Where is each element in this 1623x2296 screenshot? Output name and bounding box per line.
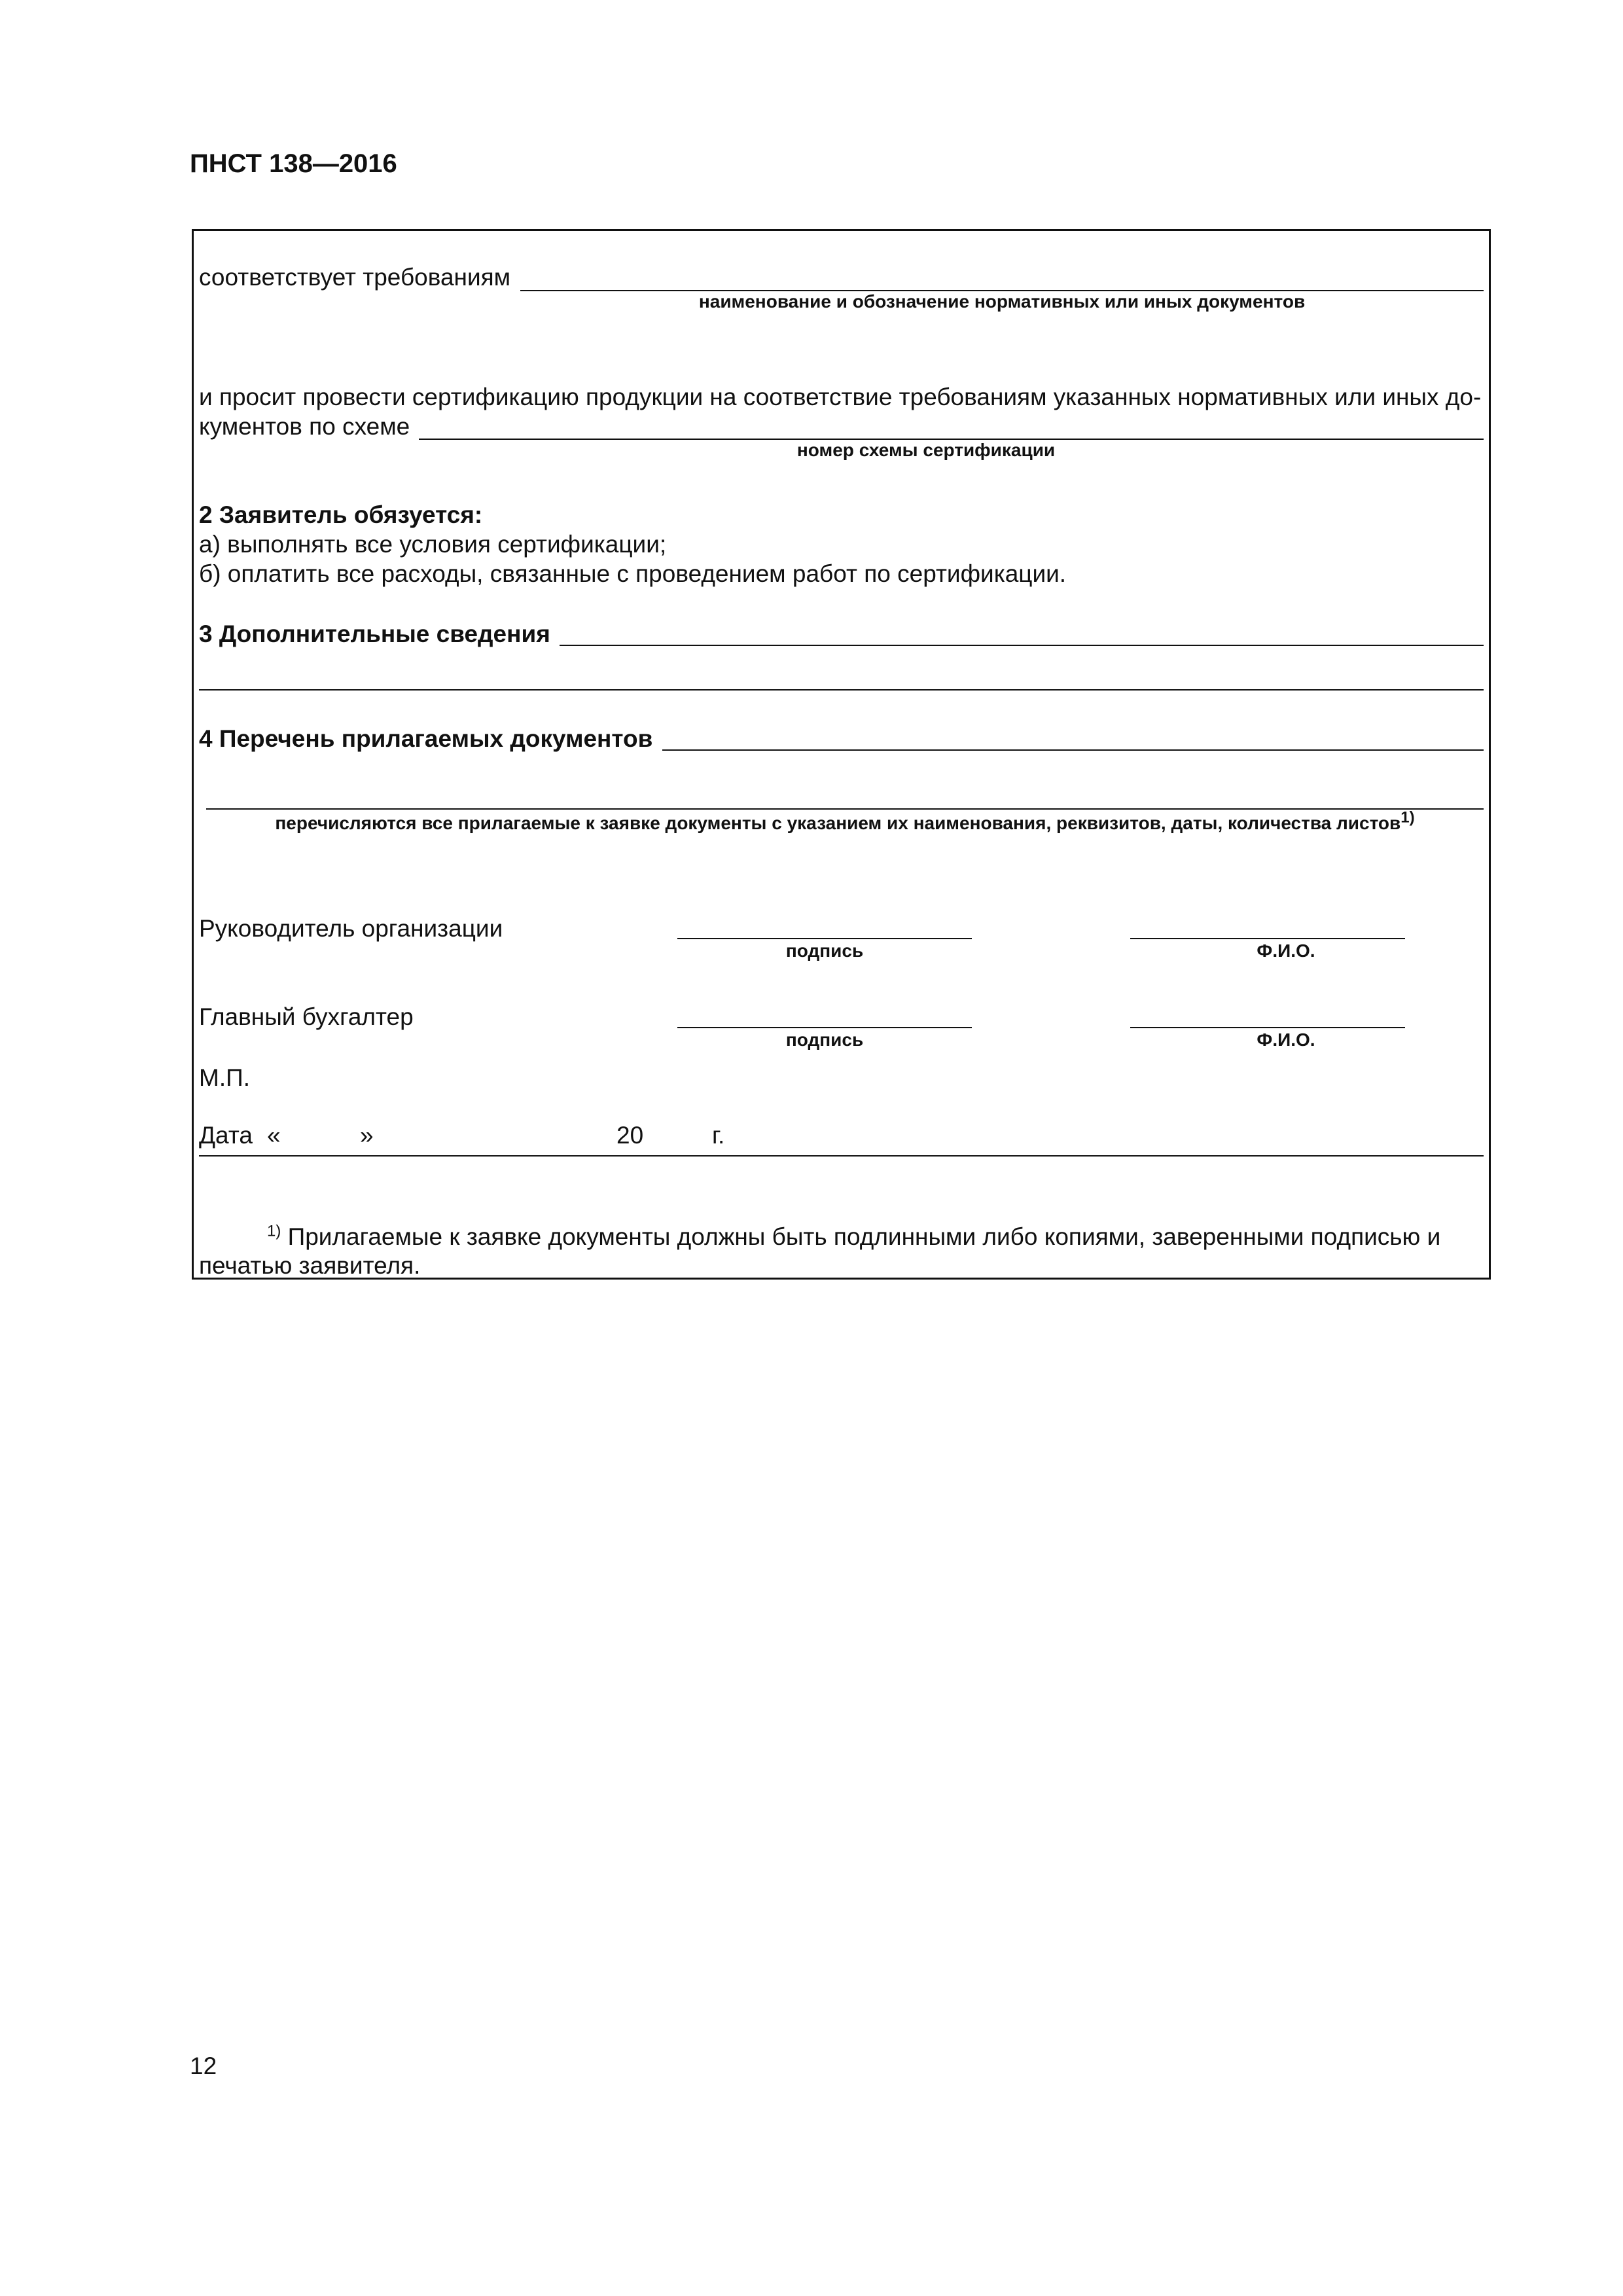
footnote-line2: печатью заявителя. xyxy=(199,1252,421,1279)
accountant-signature-field[interactable] xyxy=(677,1027,972,1028)
head-name-caption: Ф.И.О. xyxy=(1257,941,1315,961)
accountant-name-field[interactable] xyxy=(1130,1027,1405,1028)
date-year-prefix: 20 xyxy=(616,1122,644,1149)
date-year-suffix: г. xyxy=(712,1122,725,1149)
section2-item-a: а) выполнять все условия сертификации; xyxy=(199,531,667,558)
request-text-line1: и просит провести сертификацию продукции на соответствие требованиям указанных нормативных или иных до- xyxy=(199,384,1482,410)
request-text-line2: кументов по схеме xyxy=(199,413,410,440)
form-separator xyxy=(199,1155,1484,1157)
section2-title: 2 Заявитель обязуется: xyxy=(199,501,483,528)
head-signature-field[interactable] xyxy=(677,938,972,939)
attached-docs-field-1[interactable] xyxy=(662,749,1484,751)
footnote-ref: 1) xyxy=(1400,808,1415,827)
date-open-quote: « xyxy=(267,1122,281,1149)
stamp-label: М.П. xyxy=(199,1064,250,1091)
date-close-quote: » xyxy=(360,1122,374,1149)
document-code: ПНСТ 138—2016 xyxy=(190,149,397,178)
additional-info-field-2[interactable] xyxy=(199,689,1484,691)
footnote-line1: $^{1)}$ Прилагаемые к заявке документы должны быть подлинными либо копиями, заверенными подписью и xyxy=(267,1222,1441,1250)
head-name-field[interactable] xyxy=(1130,938,1405,939)
section2-item-b: б) оплатить все расходы, связанные с проведением работ по сертификации. xyxy=(199,560,1067,587)
accountant-name-caption: Ф.И.О. xyxy=(1257,1030,1315,1050)
chief-accountant-label: Главный бухгалтер xyxy=(199,1003,414,1030)
head-signature-caption: подпись xyxy=(785,941,864,961)
head-of-organization-label: Руководитель организации xyxy=(199,915,503,942)
scheme-caption: номер схемы сертификации xyxy=(796,440,1056,460)
footnote-mark: 1) xyxy=(267,1222,281,1240)
complies-caption: наименование и обозначение нормативных или иных документов xyxy=(698,291,1306,312)
section3-title: 3 Дополнительные сведения xyxy=(199,620,550,647)
complies-label: соответствует требованиям xyxy=(199,264,511,291)
attached-docs-field-2[interactable] xyxy=(206,808,1484,810)
page-number: 12 xyxy=(190,2053,217,2079)
date-label: Дата xyxy=(199,1122,253,1149)
accountant-signature-caption: подпись xyxy=(785,1030,864,1050)
section4-title: 4 Перечень прилагаемых документов xyxy=(199,725,653,752)
additional-info-field-1[interactable] xyxy=(560,645,1484,646)
section4-caption: перечисляются все прилагаемые к заявке документы с указанием их наименования, реквизитов, даты, количества листов$^{1)}$ xyxy=(275,808,1415,833)
